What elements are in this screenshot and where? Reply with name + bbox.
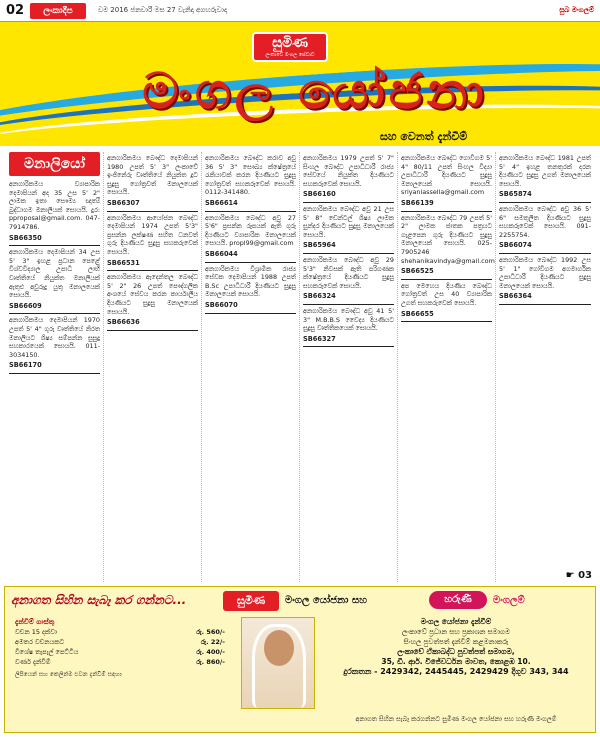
ad-code: SB66139 [401, 198, 434, 207]
ad-text: අනගාරිකමය දෙමාපියන් 34 උස 5' 3" ඉහළ ප්‍රධාන පෙළේ විශ්වවිද්‍යාල උපාධි ලාභී වෘත්තියේ නියුක්ත මනාලියක් ඇතුළු අවුරුදු යුතු මනාලයෙක් සොයයි. [9, 248, 100, 300]
classified-ad [499, 152, 591, 203]
rates-title: දැන්වීම් ගාස්තු [15, 618, 55, 626]
ad-text: අනගාරිකමය බෞද්ධ 1992 උස 5' 1" ගෝවිගම අගමාර්ගික උපාධිධාරී දියණියට සුදුසු මනාලයෙක් සොයයි. [499, 255, 591, 290]
page-number: 02 [5, 2, 25, 18]
classified-ad [205, 152, 296, 212]
classified-ad [401, 280, 492, 322]
rate-row [15, 627, 225, 637]
bottom-advertisement [4, 586, 596, 733]
ad-text: අනගාරිකමය බෞද්ධ දෙමාපියන් 1980 උපත් 5' 3" ලංකාවේ ඉංජිනේරු වෘත්තියේ නියුක්ත දූට සුදුසු ගෝත්‍රවත් මනාලයෙක් සොයයි. [107, 154, 198, 197]
bride-face [264, 630, 294, 666]
ad-text: අනගාරිකමය බෞද්ධ අවු 29 5'3" නිවසක් ඇති පරිගණක ක්ෂේත්‍රයේ දියණියට සුදුසු සහකරුවෙක් සොයයි. [303, 255, 394, 290]
ad-code: SB66655 [401, 309, 434, 318]
classified-ad [401, 212, 495, 280]
classified-columns [6, 152, 594, 582]
classified-ad [9, 314, 100, 374]
rate-value: රු. 22/- [200, 638, 225, 646]
ad-code: SB66350 [9, 233, 42, 242]
classified-ad [303, 152, 394, 203]
classified-ad [499, 254, 591, 305]
ad-text: අනගාරිකමය විශ්‍රාමික රාජ්‍ය සේවක දෙමාපියන් 1988 උපත් B.Sc උපාධිධාරී දියණියට සුදුසු මනාලයෙක් සොයයි. [205, 264, 296, 299]
ad-text: අප මෙහෙය දියණිය බෞද්ධ ගෝත්‍රවත් උස 40 ව්‍යාපාරික උගත් සහකරුවෙක් සොයයි. [401, 281, 492, 307]
ad-code: SB66324 [303, 292, 336, 301]
newspaper-logo: ලංකාදීප [30, 3, 86, 19]
column-6 [496, 152, 594, 582]
ad-code: SB66307 [107, 198, 140, 207]
ad-code: SB66364 [499, 292, 532, 301]
ad-text: අනගාරිකමය බෞද්ධ අවු 41 5' 3" M.B.B.S වෛද්‍ය දියණියට සුදුසු වෘත්තිකයෙක් සොයයි. [303, 306, 394, 333]
ad-code: SB66531 [107, 258, 140, 267]
ad-code: SB66525 [401, 267, 434, 276]
classified-ad [9, 178, 100, 246]
ad-headline: අනාගත සිහින සැබෑ කර ගන්නට... [11, 593, 187, 607]
rate-row [15, 657, 225, 667]
ad-text: අනගාරිකමය බෞද්ධ අවු 27 5'6" ප්‍රසන්න රූපයක් ඇති ගුරු දියණියට ව්‍යාපාරික මනාලයෙක් සොයයි. propl99@gmail.com [205, 213, 296, 248]
classified-ad [303, 203, 394, 254]
rate-value: රු. 400/- [196, 648, 225, 656]
classified-ad [9, 246, 100, 314]
contact-line: සිංහල පුවත්පත් දැන්වීම් කළමනාකරු [403, 638, 509, 646]
classified-ad [107, 271, 198, 331]
classified-ad [205, 212, 296, 263]
ad-text: අනගාරිකමය බෞද්ධ ගොවිගම 5' 4" 80/11 උපත් සිංහල විද්‍යා උපාධිධාරී දියණියට සුදුසු මනාලයෙක් සොයයි. sriyaniassella@gmail.com [401, 154, 492, 197]
column-5 [398, 152, 496, 582]
brand-tagline: ලංකාවේ මංගල සේවාව [265, 52, 315, 58]
ad-code: SB66044 [205, 249, 238, 258]
classified-ad [205, 263, 296, 314]
ad-code: SB65964 [303, 241, 336, 250]
column-2 [104, 152, 202, 582]
ad-text: අනගාරිකමය බෞද්ධ 79 උපත් 5' 2" ලාමක ජාතක පත්‍රයට ගැළපෙන ගුරු දියණියට සුදුසු මනාලයෙක් සොයයි. 025-7905246 shehanikavindya@gmail.com [401, 213, 495, 265]
banner-subtitle: සහ වෙනත් දැන්වීම් [380, 130, 468, 143]
next-page-reference: ☛ 03 [565, 570, 592, 581]
rates-box [15, 617, 225, 680]
rate-row [15, 647, 225, 657]
column-3 [202, 152, 300, 582]
classified-ad [107, 152, 198, 212]
contact-address: ලංකාවේ ඒකාබද්ධ පුවත්පත් සමාගම, [397, 647, 515, 656]
ad-text: අනගාරිකමය බෞද්ධ අවු 36 5' 6" සමතුලිත දියණියට සුදුසු සහකරුවෙක් සොයයි. 091-2255754. [499, 204, 591, 239]
ad-code: SB66636 [107, 318, 140, 327]
rate-value: රු. 860/- [196, 658, 225, 666]
next-page-number: 03 [578, 570, 592, 581]
rate-label: විශේෂ තැපැල් පෙට්ටිය [15, 648, 79, 656]
section-label: සුබ මංගලම් [559, 6, 594, 14]
haruni-logo: හරුණී [429, 591, 487, 609]
contact-heading: මංගල යෝජනා දැන්වීම් [420, 617, 492, 626]
ad-text: අනගාරිකමය බෞද්ධ කරාව අවු 36 5' 3" සෞඛ්‍ය ක්ෂේත්‍රයේ රැකියාවක් කරන දියණියට සුදුසු ගෝත්‍රවත් සහකරුවෙක් සොයයි. 0112-341480. [205, 154, 296, 197]
classified-ad [401, 152, 492, 212]
ad-text: අනගාරිකමය ආයෝජන බෞද්ධ දෙමාපියන් 1974 උපත් 5'3" ප්‍රසන්න ලක්ෂණ සහිත ධනවත් ගුරු දියණියට සුදුසු සහකරුවෙක් සොයයි. [107, 213, 198, 256]
ad-text: අනගාරිකමය දෙමාපියන් 1970 උපත් 5' 4" ගුරු වෘත්තියේ නිරත මනාලියට ශිෂ්‍ය සම්පන්න සුසුදු සහකාරයෙක් සොයයි. 011-3034150. [9, 316, 100, 359]
mangala-text: මංගලම් [493, 595, 525, 606]
brand-name: සුමිණ [272, 35, 308, 51]
ad-brand-logo: සුමිණ [223, 591, 279, 611]
banner-title: මංගල යෝජනා [142, 62, 488, 120]
ad-text: අනගාරිකමය බෞද්ධ අවු 21 උස 5' 8" ඩෙන්ටල් ශිෂ්‍ය ලාමක සුන්දර දියණියට සුදුසු මනාලයෙක් සොයයි. [303, 204, 394, 239]
section-heading: මනාලියෝ [9, 152, 100, 176]
brand-logo [252, 32, 328, 62]
contact-phone: දුරකතන - 2429342, 2445445, 2429429 දිගුව 343, 344 [343, 667, 569, 676]
contact-line: ලංකාවේ ප්‍රධාන සහ ප්‍රකාශන සමාගම [401, 628, 511, 636]
ad-code: SB66614 [205, 198, 238, 207]
column-4 [300, 152, 398, 582]
classified-ad [107, 212, 198, 272]
top-strip [0, 0, 600, 22]
ad-code: SB66609 [9, 301, 42, 310]
rate-label: වචන 15 දක්වා [15, 628, 58, 636]
ad-code: SB65874 [499, 190, 532, 199]
classified-ad [303, 305, 394, 347]
bride-photo [241, 617, 315, 709]
issue-date: වම 2016 ජනවාරි මස 27 වැනිදා අගහරුවාදා [98, 6, 228, 14]
rate-label: වර්ණ දැන්වීම් [15, 658, 51, 666]
contact-block [323, 617, 589, 677]
ad-code: SB66070 [205, 300, 238, 309]
ad-text: අනගාරිකමය 1979 උපත් 5' 7" සිංහල බෞද්ධ උපාධිධාරී රාජ්‍ය සේවයේ නියුක්ත දියණියට සහකරුවෙක් සොයයි. [303, 154, 394, 188]
ad-code: SB66160 [303, 190, 336, 199]
contact-address: 35, ඩී. ආර්. විජේවර්ධන මාවත, කොළඹ 10. [381, 657, 531, 666]
banner [0, 22, 600, 146]
classified-ad [499, 203, 591, 254]
ad-code: SB66074 [499, 241, 532, 250]
ad-code: SB66170 [9, 361, 42, 370]
ad-text: අනගාරිකමය ව්‍යාපාරික දෙමාපියන් අද 35 උස 5' 2" ලාමක ඉතා සෞම්‍ය ඥාත්‍යී බුද්ධාගම මනාලියක් සොයයි. දුර: pproposal@gmail.com. 047-7914786. [9, 180, 100, 231]
rates-note: ලිපියෙන් සහ කෙලින්ම එවන දැන්වීම් සඳහා [15, 671, 122, 678]
column-1 [6, 152, 104, 582]
classified-ad [303, 254, 394, 305]
ad-text: අනගාරිකමය බෞද්ධ 1981 උපත් 5' 4" ඉහළ තනතුරක් දරන දියණියට සුදුසු උගත් මනාලයෙක් සොයයි. [499, 154, 591, 188]
rate-label: අමතර වචනයකට [15, 638, 65, 646]
ad-code: SB66327 [303, 334, 336, 343]
rate-value: රු. 560/- [196, 628, 225, 636]
ad-middle-text: මංගල යෝජනා සහ [285, 595, 368, 606]
ad-footer: අනාගත සිහින සැබෑ කරගන්නට සුමිණ මංගල යෝජනා සහ හරුණී මංගලම් [355, 715, 557, 723]
rate-row [15, 637, 225, 647]
ad-text: අනගාරිකමය ඇදෙන්තල බෞද්ධ 5' 2" 26 උපත් පෞද්ගලික අංශයේ සේවය කරන කාර්යාලීය දියණියට සුදුසු මනාලයෙක් සොයයි. [107, 273, 198, 316]
